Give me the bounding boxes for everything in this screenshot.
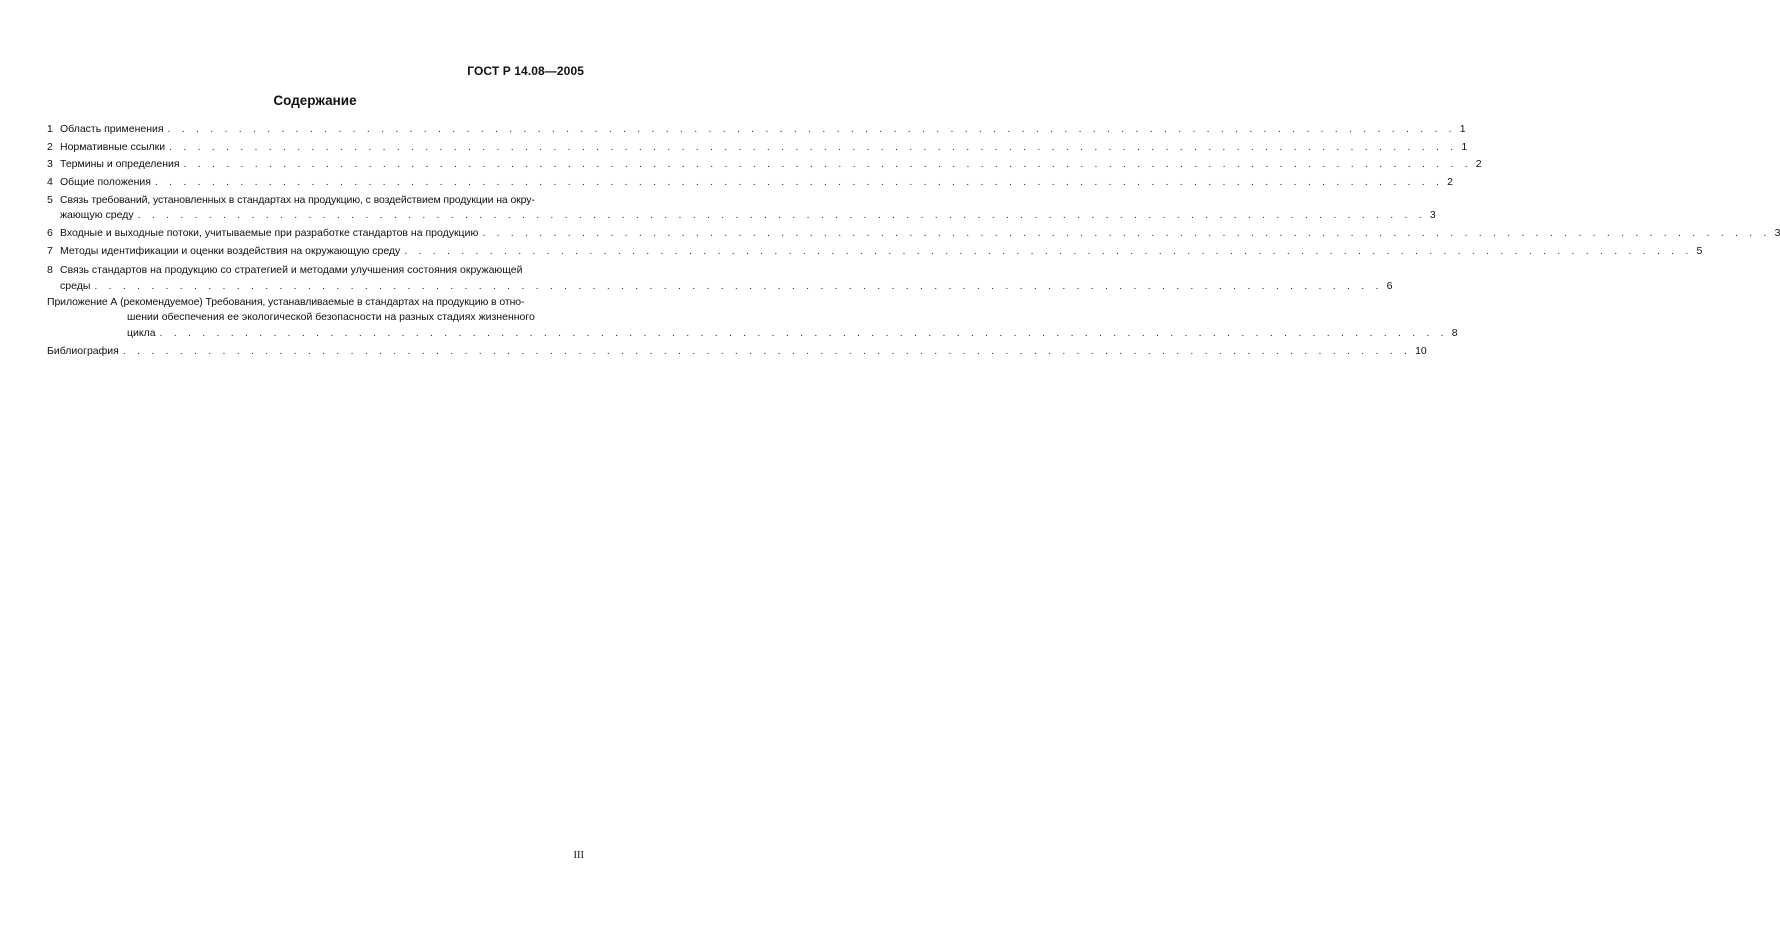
toc-item-page: 2: [1447, 176, 1453, 188]
leader-dots: . . . . . . . . . . . . . . . . . . . . . . . . . . . . . . . . . . . . . . . . . . . . . . . . . . . . . . . . . . . . . . . . . . . . . . . . . . . . . . . . . . . . . . . . . . .: [94, 280, 1383, 292]
toc-item-number: 7: [47, 245, 53, 257]
toc-item-label-continued: среды: [60, 280, 91, 292]
toc-item-label: Связь требований, установленных в стандартах на продукцию, с воздействием продукции на окру-: [60, 194, 535, 206]
toc-item-page: 2: [1475, 158, 1482, 170]
toc-item-label: Область применения: [60, 123, 164, 135]
leader-dots: . . . . . . . . . . . . . . . . . . . . . . . . . . . . . . . . . . . . . . . . . . . . . . . . . . . . . . . . . . . . . . . . . . . . . . . . . . . . . . . . . . . . . . . . . . .: [122, 345, 1412, 357]
document-code: ГОСТ Р 14.08—2005: [467, 64, 584, 78]
bibliography-page: 10: [1415, 345, 1427, 357]
toc-item-label: Термины и определения: [60, 158, 180, 170]
leader-dots: . . . . . . . . . . . . . . . . . . . . . . . . . . . . . . . . . . . . . . . . . . . . . . . . . . . . . . . . . . . . . . . . . . . . . . . . . . . . . . . . . . . . . . . . . . .: [482, 227, 1771, 239]
toc-item-page: 1: [1461, 141, 1468, 153]
toc-item-page: 1: [1459, 123, 1466, 135]
toc-item-label: Методы идентификации и оценки воздействия на окружающую среду: [60, 245, 401, 257]
toc-appendix-a[interactable]: [0, 296, 1458, 342]
toc-item-label: Входные и выходные потоки, учитываемые при разработке стандартов на продукцию: [60, 227, 479, 239]
toc-item-number: 8: [47, 264, 53, 276]
leader-dots: . . . . . . . . . . . . . . . . . . . . . . . . . . . . . . . . . . . . . . . . . . . . . . . . . . . . . . . . . . . . . . . . . . . . . . . . . . . . . . . . . . . . . . . . . . .: [167, 123, 1456, 135]
leader-dots: . . . . . . . . . . . . . . . . . . . . . . . . . . . . . . . . . . . . . . . . . . . . . . . . . . . . . . . . . . . . . . . . . . . . . . . . . . . . . . . . . . . . . . . . . . .: [137, 209, 1426, 221]
toc-item-label: Связь стандартов на продукцию со стратегией и методами улучшения состояния окружающей: [60, 264, 523, 276]
toc-item-number: 1: [47, 123, 53, 135]
leader-dots: . . . . . . . . . . . . . . . . . . . . . . . . . . . . . . . . . . . . . . . . . . . . . . . . . . . . . . . . . . . . . . . . . . . . . . . . . . . . . . . . . . . . . . . . . . .: [169, 141, 1458, 153]
toc-item-number: 3: [47, 158, 53, 170]
toc-item-page: 6: [1386, 280, 1393, 292]
page-number: III: [573, 850, 584, 861]
toc-item-label: Нормативные ссылки: [60, 141, 166, 153]
appendix-label-continued: цикла: [127, 327, 156, 339]
bibliography-label: Библиография: [47, 345, 119, 357]
leader-dots: . . . . . . . . . . . . . . . . . . . . . . . . . . . . . . . . . . . . . . . . . . . . . . . . . . . . . . . . . . . . . . . . . . . . . . . . . . . . . . . . . . . . . . . . . . .: [404, 245, 1693, 257]
leader-dots: . . . . . . . . . . . . . . . . . . . . . . . . . . . . . . . . . . . . . . . . . . . . . . . . . . . . . . . . . . . . . . . . . . . . . . . . . . . . . . . . . . . . . . . . . . .: [154, 176, 1444, 188]
toc-item-8[interactable]: [0, 264, 1393, 292]
toc-item-number: 6: [47, 227, 53, 239]
toc-item-number: 4: [47, 176, 53, 188]
toc-item-label-continued: жающую среду: [60, 209, 134, 221]
toc-item-label: Общие положения: [60, 176, 151, 188]
toc-item-page: 3: [1774, 227, 1780, 239]
appendix-label: Приложение А (рекомендуемое) Требования, устанавливаемые в стандартах на продукцию в отно-: [47, 296, 525, 308]
toc-item-number: 2: [47, 141, 53, 153]
appendix-label-continued: шении обеспечения ее экологической безопасности на разных стадиях жизненного: [127, 311, 535, 323]
toc-item-number: 5: [47, 194, 53, 206]
toc-item-page: 5: [1696, 245, 1703, 257]
leader-dots: . . . . . . . . . . . . . . . . . . . . . . . . . . . . . . . . . . . . . . . . . . . . . . . . . . . . . . . . . . . . . . . . . . . . . . . . . . . . . . . . . . . . . . . . . . .: [159, 327, 1448, 339]
leader-dots: . . . . . . . . . . . . . . . . . . . . . . . . . . . . . . . . . . . . . . . . . . . . . . . . . . . . . . . . . . . . . . . . . . . . . . . . . . . . . . . . . . . . . . . . . . .: [183, 158, 1472, 170]
appendix-page: 8: [1451, 327, 1458, 339]
toc-item-5[interactable]: [0, 194, 1436, 222]
toc-title: Содержание: [273, 93, 357, 108]
toc-item-page: 3: [1429, 209, 1436, 221]
